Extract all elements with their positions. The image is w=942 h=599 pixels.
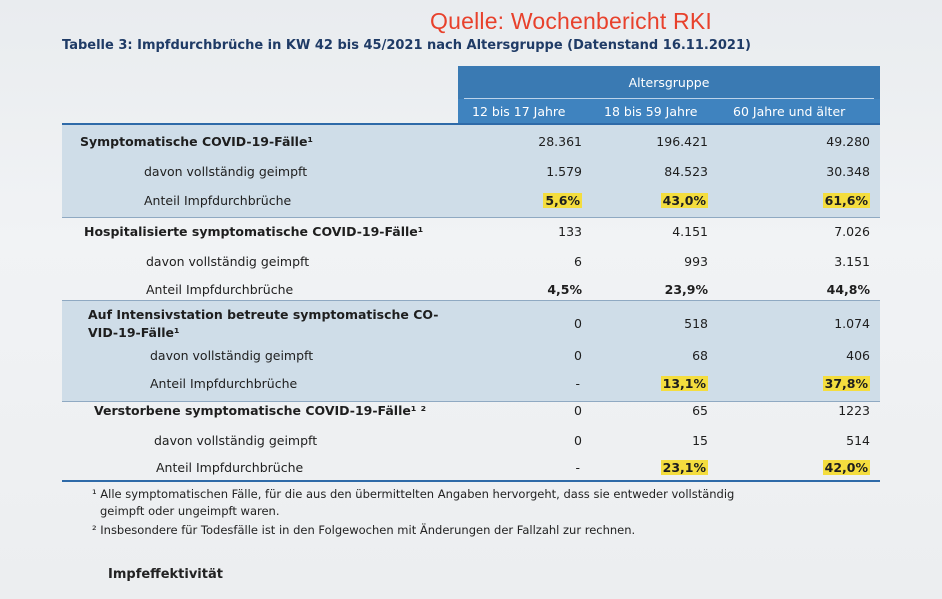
- table-row: [0, 397, 942, 425]
- footnote-1-line1: ¹ Alle symptomatischen Fälle, für die aus den übermittelten Angaben hervorgeht, dass sie entweder vollständig: [92, 487, 735, 501]
- cell-12-17: 0: [574, 316, 582, 331]
- highlight: 13,1%: [662, 376, 706, 391]
- cell-12-17: 0: [574, 433, 582, 448]
- row-label: Anteil Impfdurchbrüche: [146, 282, 294, 297]
- rule-top: [62, 123, 880, 125]
- table-row: [0, 304, 942, 344]
- col-header-12-17: 12 bis 17 Jahre: [472, 104, 566, 119]
- cell-60plus: 514: [846, 433, 870, 448]
- row-label: davon vollständig geimpft: [154, 433, 318, 448]
- cell-18-59: 84.523: [664, 164, 708, 179]
- cell-12-17: 133: [558, 224, 582, 239]
- highlight: 23,1%: [662, 460, 706, 475]
- row-label: davon vollständig geimpft: [144, 164, 308, 179]
- table-row: [0, 187, 942, 215]
- cell-60plus: [823, 454, 870, 482]
- cell-60plus: 30.348: [826, 164, 870, 179]
- cell-60plus: 44,8%: [826, 282, 870, 297]
- cell-60plus: 406: [846, 348, 870, 363]
- cell-18-59: 518: [684, 316, 708, 331]
- row-label: davon vollständig geimpft: [150, 348, 314, 363]
- highlight: 5,6%: [545, 193, 580, 208]
- table-row: [0, 128, 942, 156]
- section-heading: Impfeffektivität: [108, 567, 223, 582]
- cell-18-59: 196.421: [656, 134, 708, 149]
- cell-18-59: 23,9%: [664, 282, 708, 297]
- table-row: [0, 218, 942, 246]
- row-label: Anteil Impfdurchbrüche: [150, 376, 298, 391]
- cell-18-59: [661, 187, 708, 215]
- cell-12-17: [543, 187, 582, 215]
- cell-60plus: 49.280: [826, 134, 870, 149]
- table-row: [0, 427, 942, 455]
- cell-18-59: 65: [692, 403, 708, 418]
- highlight: 37,8%: [824, 376, 868, 391]
- row-label: Anteil Impfdurchbrüche: [156, 460, 304, 475]
- footnote-1-line2: geimpft oder ungeimpft waren.: [100, 504, 280, 518]
- cell-60plus: [823, 370, 870, 398]
- row-label: Hospitalisierte symptomatische COVID-19-Fälle¹: [84, 224, 424, 239]
- row-label-line2: VID-19-Fälle¹: [88, 325, 180, 340]
- col-header-18-59: 18 bis 59 Jahre: [604, 104, 698, 119]
- table-caption: Tabelle 3: Impfdurchbrüche in KW 42 bis 45/2021 nach Altersgruppe (Datenstand 16.11.2021): [62, 38, 751, 53]
- row-label: davon vollständig geimpft: [146, 254, 310, 269]
- cell-18-59: 4.151: [672, 224, 708, 239]
- row-label: Anteil Impfdurchbrüche: [144, 193, 292, 208]
- cell-60plus: [823, 187, 870, 215]
- cell-18-59: 993: [684, 254, 708, 269]
- col-header-60plus: 60 Jahre und älter: [733, 104, 846, 119]
- row-label: Symptomatische COVID-19-Fälle¹: [80, 134, 313, 149]
- header-group-label: Altersgruppe: [458, 66, 880, 99]
- row-label: Verstorbene symptomatische COVID-19-Fälle¹ ²: [94, 403, 427, 418]
- table-row: [0, 370, 942, 398]
- cell-12-17: 0: [574, 348, 582, 363]
- cell-12-17: 0: [574, 403, 582, 418]
- table-row: [0, 342, 942, 370]
- table-row: [0, 276, 942, 304]
- cell-12-17: 4,5%: [547, 282, 582, 297]
- cell-12-17: -: [575, 460, 580, 475]
- cell-60plus: 1.074: [834, 316, 870, 331]
- cell-60plus: 1223: [838, 403, 870, 418]
- row-label: [88, 306, 438, 342]
- footnote-2: ² Insbesondere für Todesfälle ist in den Folgewochen mit Änderungen der Fallzahl zur rechnen.: [92, 523, 636, 537]
- cell-18-59: [661, 454, 708, 482]
- highlight: 43,0%: [662, 193, 706, 208]
- cell-18-59: 68: [692, 348, 708, 363]
- header-columns: [458, 99, 880, 124]
- cell-12-17: 1.579: [546, 164, 582, 179]
- table-row: [0, 248, 942, 276]
- source-note: Quelle: Wochenbericht RKI: [430, 8, 712, 34]
- highlight: 42,0%: [824, 460, 868, 475]
- cell-60plus: 3.151: [834, 254, 870, 269]
- cell-12-17: 6: [574, 254, 582, 269]
- table-row: [0, 158, 942, 186]
- cell-18-59: [661, 370, 708, 398]
- cell-60plus: 7.026: [834, 224, 870, 239]
- cell-12-17: -: [575, 376, 580, 391]
- table-header: [458, 66, 880, 124]
- highlight: 61,6%: [824, 193, 868, 208]
- row-label-line1: Auf Intensivstation betreute symptomatische CO-: [88, 307, 439, 322]
- cell-12-17: 28.361: [538, 134, 582, 149]
- table-row: [0, 454, 942, 482]
- cell-18-59: 15: [692, 433, 708, 448]
